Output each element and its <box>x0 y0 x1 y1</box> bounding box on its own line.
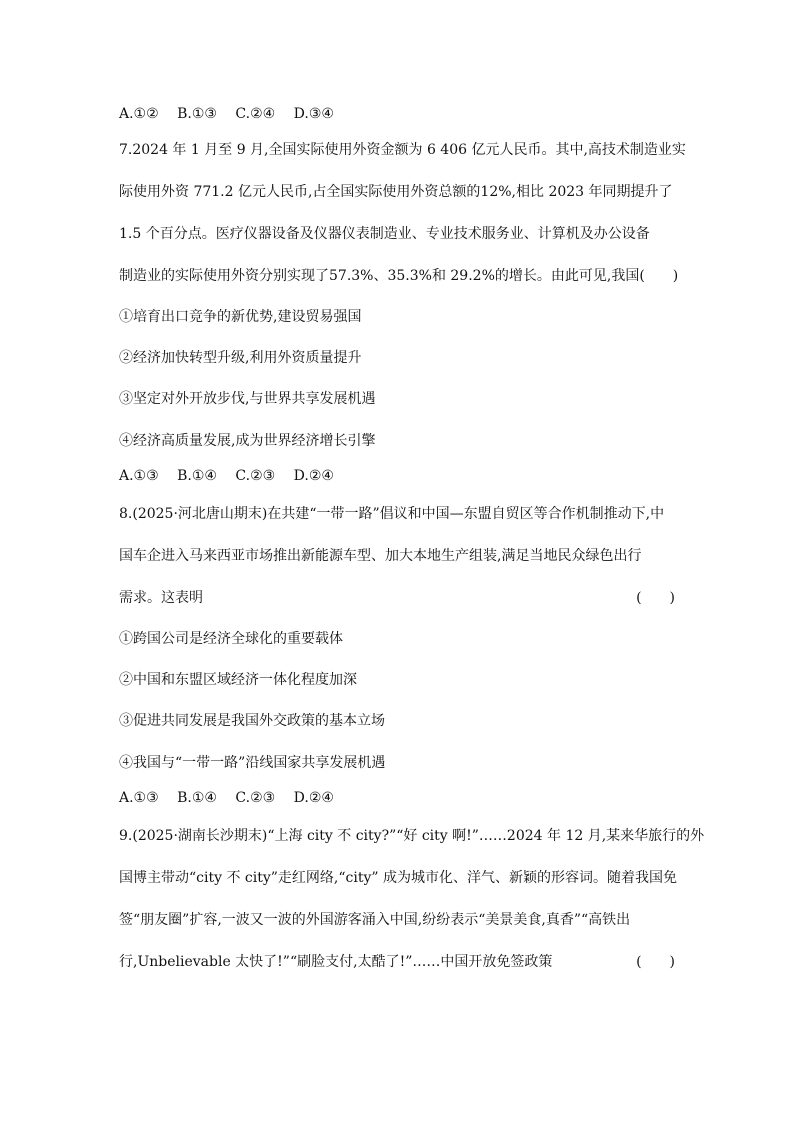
q9-stem-line: 行,Unbelievable 太快了!”“刷脸支付,太酷了!”……中国开放免签政策 <box>119 954 553 970</box>
q9-stem-row <box>119 952 675 972</box>
answer-bracket: ( ) <box>636 954 675 970</box>
q7-stem-line: 际使用外资 771.2 亿元人民币,占全国实际使用外资总额的12%,相比 2023 年同期提升了 <box>119 184 673 200</box>
q7-stem-line: 1.5 个百分点。医疗仪器设备及仪器仪表制造业、专业技术服务业、计算机及办公设备 <box>119 226 650 242</box>
q7-option-a: A.①③ <box>119 468 159 484</box>
q6-option-a: A.①② <box>119 106 159 122</box>
q7-option-d: D.②④ <box>293 468 334 484</box>
q8-stem-line: 需求。这表明 <box>119 590 203 606</box>
q8-item-4: ④我国与“一带一路”沿线国家共享发展机遇 <box>119 755 386 771</box>
q6-option-b: B.①③ <box>177 106 217 122</box>
q6-option-d: D.③④ <box>293 106 334 122</box>
q8-stem-line: 国车企进入马来西亚市场推出新能源车型、加大本地生产组装,满足当地民众绿色出行 <box>119 548 642 564</box>
q7-option-c: C.②③ <box>235 468 276 484</box>
q9-stem-line: 9.(2025·湖南长沙期末)“上海 city 不 city?”“好 city 啊!”……2024 年 12 月,某来华旅行的外 <box>119 828 705 844</box>
q7-item-1: ①培育出口竞争的新优势,建设贸易强国 <box>119 309 362 325</box>
q8-item-1: ①跨国公司是经济全球化的重要载体 <box>119 631 343 647</box>
q8-options <box>119 788 675 808</box>
q8-item-3: ③促进共同发展是我国外交政策的基本立场 <box>119 713 385 729</box>
q9-stem-line: 国博主带动“city 不 city”走红网络,“city” 成为城市化、洋气、新颖的形容词。随着我国免 <box>119 870 677 886</box>
q7-stem-line: 7.2024 年 1 月至 9 月,全国实际使用外资金额为 6 406 亿元人民币。其中,高技术制造业实 <box>119 142 686 158</box>
q7-options <box>119 466 675 486</box>
q6-options <box>119 104 675 124</box>
q6-option-c: C.②④ <box>235 106 276 122</box>
q7-stem-line: 制造业的实际使用外资分别实现了57.3%、35.3%和 29.2%的增长。由此可见,我国( ) <box>119 268 679 284</box>
q8-option-a: A.①③ <box>119 790 159 806</box>
q7-option-b: B.①④ <box>177 468 217 484</box>
answer-bracket: ( ) <box>636 590 675 606</box>
q8-option-c: C.②③ <box>235 790 276 806</box>
q8-stem-line: 8.(2025·河北唐山期末)在共建“一带一路”倡议和中国—东盟自贸区等合作机制推动下,中 <box>119 506 665 522</box>
q7-item-4: ④经济高质量发展,成为世界经济增长引擎 <box>119 433 376 449</box>
q8-item-2: ②中国和东盟区域经济一体化程度加深 <box>119 672 357 688</box>
q7-item-2: ②经济加快转型升级,利用外资质量提升 <box>119 350 362 366</box>
q7-item-3: ③坚定对外开放步伐,与世界共享发展机遇 <box>119 391 376 407</box>
q8-stem-row <box>119 588 675 608</box>
q9-stem-line: 签“朋友圈”扩容,一波又一波的外国游客涌入中国,纷纷表示“美景美食,真香”“高铁出 <box>119 912 631 928</box>
q8-option-b: B.①④ <box>177 790 217 806</box>
q8-option-d: D.②④ <box>293 790 334 806</box>
